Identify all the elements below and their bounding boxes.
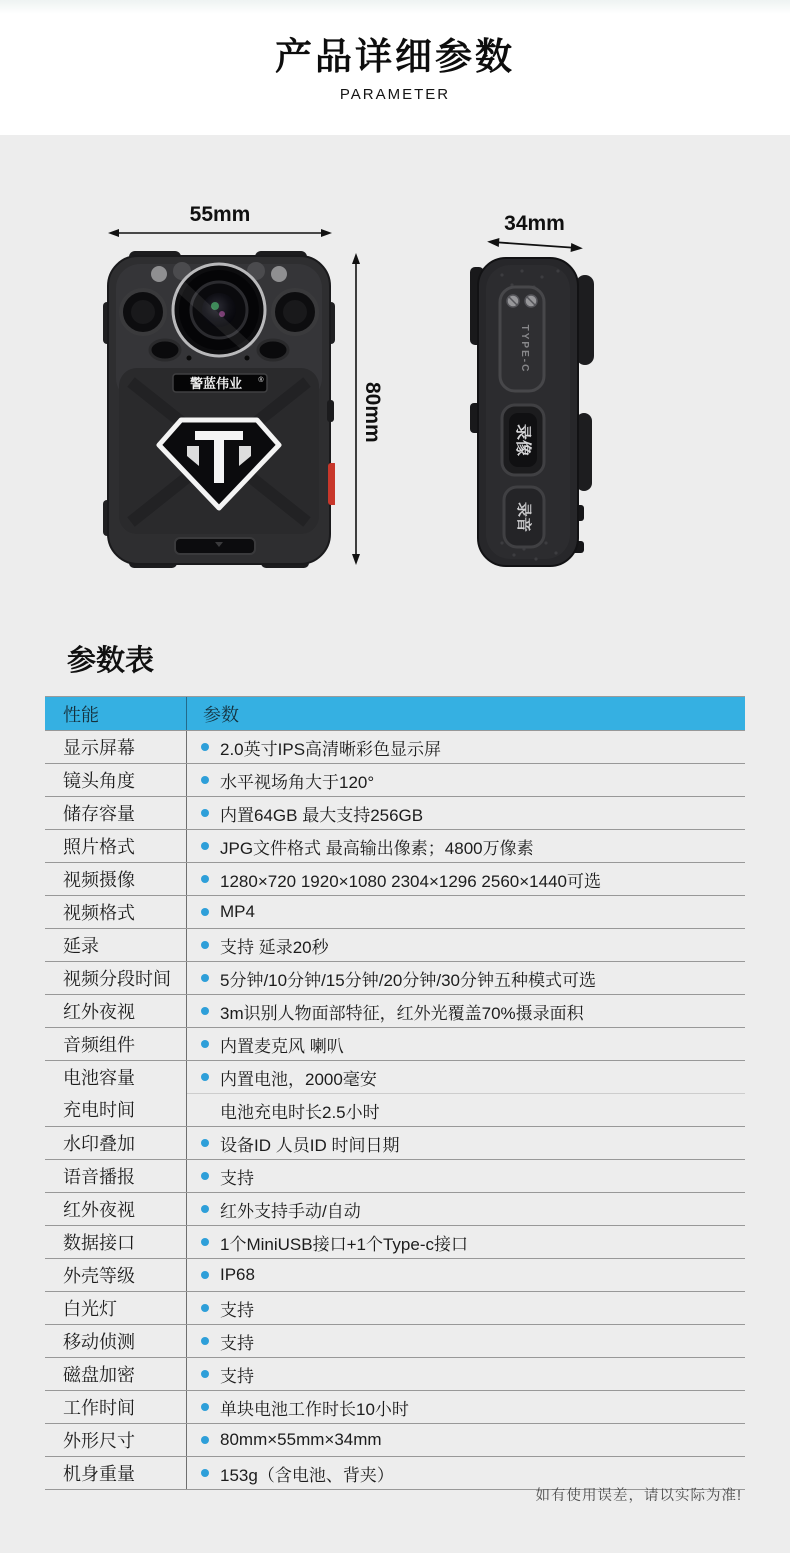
table-row — [45, 994, 745, 1027]
row-value-text: 5分钟/10分钟/15分钟/20分钟/30分钟五种模式可选 — [220, 970, 596, 990]
table-row — [45, 1159, 745, 1192]
row-value-col — [187, 962, 745, 994]
row-value-text: 内置64GB 最大支持256GB — [220, 805, 424, 825]
row-label-col — [45, 1292, 187, 1324]
row-label-col — [45, 929, 187, 961]
row-value-col — [187, 1391, 745, 1423]
spec-table — [45, 696, 745, 1490]
row-value-col — [187, 764, 745, 796]
table-row — [45, 1258, 745, 1291]
camera-side-view — [468, 253, 598, 571]
row-label: 语音播报 — [63, 1167, 135, 1187]
row-value — [187, 1093, 745, 1126]
row-value — [187, 929, 745, 961]
row-value-col — [187, 1028, 745, 1060]
row-label: 视频分段时间 — [63, 969, 171, 989]
bullet-icon — [201, 1172, 209, 1180]
row-value-text: 设备ID 人员ID 时间日期 — [220, 1135, 400, 1155]
table-row — [45, 730, 745, 763]
side-width-dimension-label: 34mm — [504, 212, 565, 235]
row-value-text: 单块电池工作时长10小时 — [220, 1399, 409, 1419]
row-label: 照片格式 — [63, 837, 135, 857]
page-subtitle: PARAMETER — [339, 85, 451, 103]
row-value-col — [187, 1193, 745, 1225]
row-value-col — [187, 1424, 745, 1456]
bullet-icon — [201, 1370, 209, 1378]
row-value — [187, 764, 745, 796]
row-value-col — [187, 1292, 745, 1324]
row-value — [187, 1424, 745, 1456]
table-row — [45, 1126, 745, 1159]
table-row — [45, 862, 745, 895]
bullet-icon — [201, 842, 209, 850]
bullet-icon — [201, 1139, 209, 1147]
row-value-text: IP68 — [220, 1265, 255, 1284]
row-value-text: 电池充电时长2.5小时 — [220, 1102, 380, 1122]
row-value-text: 支持 延录20秒 — [220, 937, 329, 957]
table-row — [45, 1060, 745, 1126]
record-audio-button-label: 录音 — [515, 501, 532, 533]
bullet-icon — [201, 809, 209, 817]
row-label: 电池容量 — [63, 1068, 135, 1088]
row-value — [187, 1325, 745, 1357]
bullet-icon — [201, 776, 209, 784]
row-value-text: 内置电池，2000毫安 — [220, 1069, 377, 1089]
row-value-text: 支持 — [220, 1168, 254, 1188]
row-value-col — [187, 929, 745, 961]
row-value-text: 水平视场角大于120° — [220, 772, 375, 792]
row-value-text: 内置麦克风 喇叭 — [220, 1036, 344, 1056]
row-label: 水印叠加 — [63, 1134, 135, 1154]
row-value-text: 1个MiniUSB接口+1个Type-c接口 — [220, 1234, 468, 1254]
column-header-parameter: 参数 — [203, 704, 239, 725]
bullet-icon — [201, 1238, 209, 1246]
table-row — [45, 1390, 745, 1423]
front-width-dimension-label: 55mm — [189, 203, 251, 226]
row-label: 白光灯 — [63, 1299, 117, 1319]
table-row — [45, 961, 745, 994]
row-value-col — [187, 731, 745, 763]
row-value — [187, 1226, 745, 1258]
row-label-col — [45, 863, 187, 895]
row-value-text: JPG文件格式 最高输出像素；4800万像素 — [220, 838, 534, 858]
table-row — [45, 1423, 745, 1456]
row-value-col — [187, 1358, 745, 1390]
bullet-icon — [201, 1040, 209, 1048]
row-value — [187, 830, 745, 862]
row-label-col — [45, 1391, 187, 1423]
row-value — [187, 995, 745, 1027]
row-label-col — [45, 1160, 187, 1192]
row-label: 镜头角度 — [63, 771, 135, 791]
row-label: 移动侦测 — [63, 1332, 135, 1352]
table-row — [45, 1291, 745, 1324]
row-value — [187, 1193, 745, 1225]
row-label: 储存容量 — [63, 804, 135, 824]
row-label-col — [45, 830, 187, 862]
bullet-icon — [201, 875, 209, 883]
bullet-icon — [201, 941, 209, 949]
footer-disclaimer: 如有使用误差，请以实际为准! — [535, 1488, 742, 1504]
row-label: 红外夜视 — [63, 1200, 135, 1220]
row-value — [187, 863, 745, 895]
row-value-col — [187, 797, 745, 829]
row-value-text: 支持 — [220, 1333, 254, 1353]
table-header-row — [45, 696, 745, 730]
front-width-arrow — [108, 227, 332, 239]
row-value-col — [187, 1127, 745, 1159]
row-label: 磁盘加密 — [63, 1365, 135, 1385]
row-label-col — [45, 896, 187, 928]
table-row — [45, 1225, 745, 1258]
row-label: 外形尺寸 — [63, 1431, 135, 1451]
column-header-performance: 性能 — [45, 697, 187, 730]
bullet-icon — [201, 1304, 209, 1312]
row-value — [187, 962, 745, 994]
table-body — [45, 730, 745, 1490]
row-label-col — [45, 1358, 187, 1390]
row-value-text: MP4 — [220, 902, 255, 921]
row-label-col — [45, 797, 187, 829]
table-row — [45, 829, 745, 862]
row-value-col — [187, 1325, 745, 1357]
bullet-icon — [201, 974, 209, 982]
bullet-icon — [201, 1073, 209, 1081]
row-value — [187, 1127, 745, 1159]
row-label: 显示屏幕 — [63, 738, 135, 758]
table-row — [45, 928, 745, 961]
row-value-text: 支持 — [220, 1366, 254, 1386]
row-value — [187, 1391, 745, 1423]
table-row — [45, 1324, 745, 1357]
table-row — [45, 1192, 745, 1225]
bullet-icon — [201, 1007, 209, 1015]
row-value-col — [187, 995, 745, 1027]
table-row — [45, 796, 745, 829]
row-value-col — [187, 896, 745, 928]
row-value — [187, 896, 745, 928]
row-label-col — [45, 1028, 187, 1060]
row-label-col — [45, 962, 187, 994]
row-label: 工作时间 — [63, 1398, 135, 1418]
bullet-icon — [201, 1271, 209, 1279]
row-value-col — [187, 863, 745, 895]
row-value-text: 153g（含电池、背夹） — [220, 1465, 394, 1485]
row-value-text: 红外支持手动/自动 — [220, 1201, 361, 1221]
row-label: 外壳等级 — [63, 1266, 135, 1286]
bullet-icon — [201, 1436, 209, 1444]
row-value — [187, 1259, 745, 1291]
row-value-col — [187, 1226, 745, 1258]
row-label: 视频格式 — [63, 903, 135, 923]
row-label: 红外夜视 — [63, 1002, 135, 1022]
brand-registered-mark: ® — [258, 377, 264, 384]
row-label: 音频组件 — [63, 1035, 135, 1055]
row-value-text: 1280×720 1920×1080 2304×1296 2560×1440可选 — [220, 871, 601, 891]
row-label-col — [45, 1127, 187, 1159]
row-value-col — [187, 830, 745, 862]
table-row — [45, 763, 745, 796]
table-heading: 参数表 — [67, 645, 155, 677]
title-block — [0, 36, 790, 103]
row-value — [187, 1358, 745, 1390]
front-height-dimension-label: 80mm — [361, 382, 384, 443]
row-label-col — [45, 764, 187, 796]
type-c-port-label: TYPE-C — [519, 324, 530, 374]
row-label: 机身重量 — [63, 1464, 135, 1484]
row-value — [187, 1160, 745, 1192]
row-value-text: 80mm×55mm×34mm — [220, 1430, 382, 1449]
row-value-col — [187, 1259, 745, 1291]
row-label-col — [45, 1061, 187, 1126]
bullet-icon — [201, 1337, 209, 1345]
row-label-col — [45, 1226, 187, 1258]
row-value-col — [187, 1061, 745, 1126]
bullet-icon — [201, 908, 209, 916]
bullet-icon — [201, 743, 209, 751]
row-label: 数据接口 — [63, 1233, 135, 1253]
row-value-col — [187, 1160, 745, 1192]
bullet-icon — [201, 1205, 209, 1213]
row-label: 视频摄像 — [63, 870, 135, 890]
row-label-col — [45, 995, 187, 1027]
row-value-text: 2.0英寸IPS高清晰彩色显示屏 — [220, 739, 442, 759]
row-value-text: 3m识别人物面部特征，红外光覆盖70%摄录面积 — [220, 1003, 584, 1023]
table-row — [45, 895, 745, 928]
row-label-col — [45, 1193, 187, 1225]
page-title: 产品详细参数 — [275, 36, 515, 77]
row-label-col — [45, 731, 187, 763]
camera-front-view — [103, 250, 335, 570]
table-row — [45, 1357, 745, 1390]
row-value — [187, 731, 745, 763]
row-value — [187, 1028, 745, 1060]
row-label-col — [45, 1259, 187, 1291]
row-value — [187, 1061, 745, 1093]
bullet-icon — [201, 1403, 209, 1411]
row-label-col — [45, 1325, 187, 1357]
table-row — [45, 1027, 745, 1060]
row-label-col — [45, 1424, 187, 1456]
row-value — [187, 1292, 745, 1324]
row-label: 延录 — [63, 936, 99, 956]
row-label-col — [45, 1457, 187, 1489]
row-value-text: 支持 — [220, 1300, 254, 1320]
row-value — [187, 797, 745, 829]
record-video-button-label: 录像 — [514, 423, 531, 457]
bullet-icon — [201, 1469, 209, 1477]
row-label: 充电时间 — [63, 1100, 135, 1120]
brand-name-text: 警蓝伟业 — [189, 376, 243, 391]
